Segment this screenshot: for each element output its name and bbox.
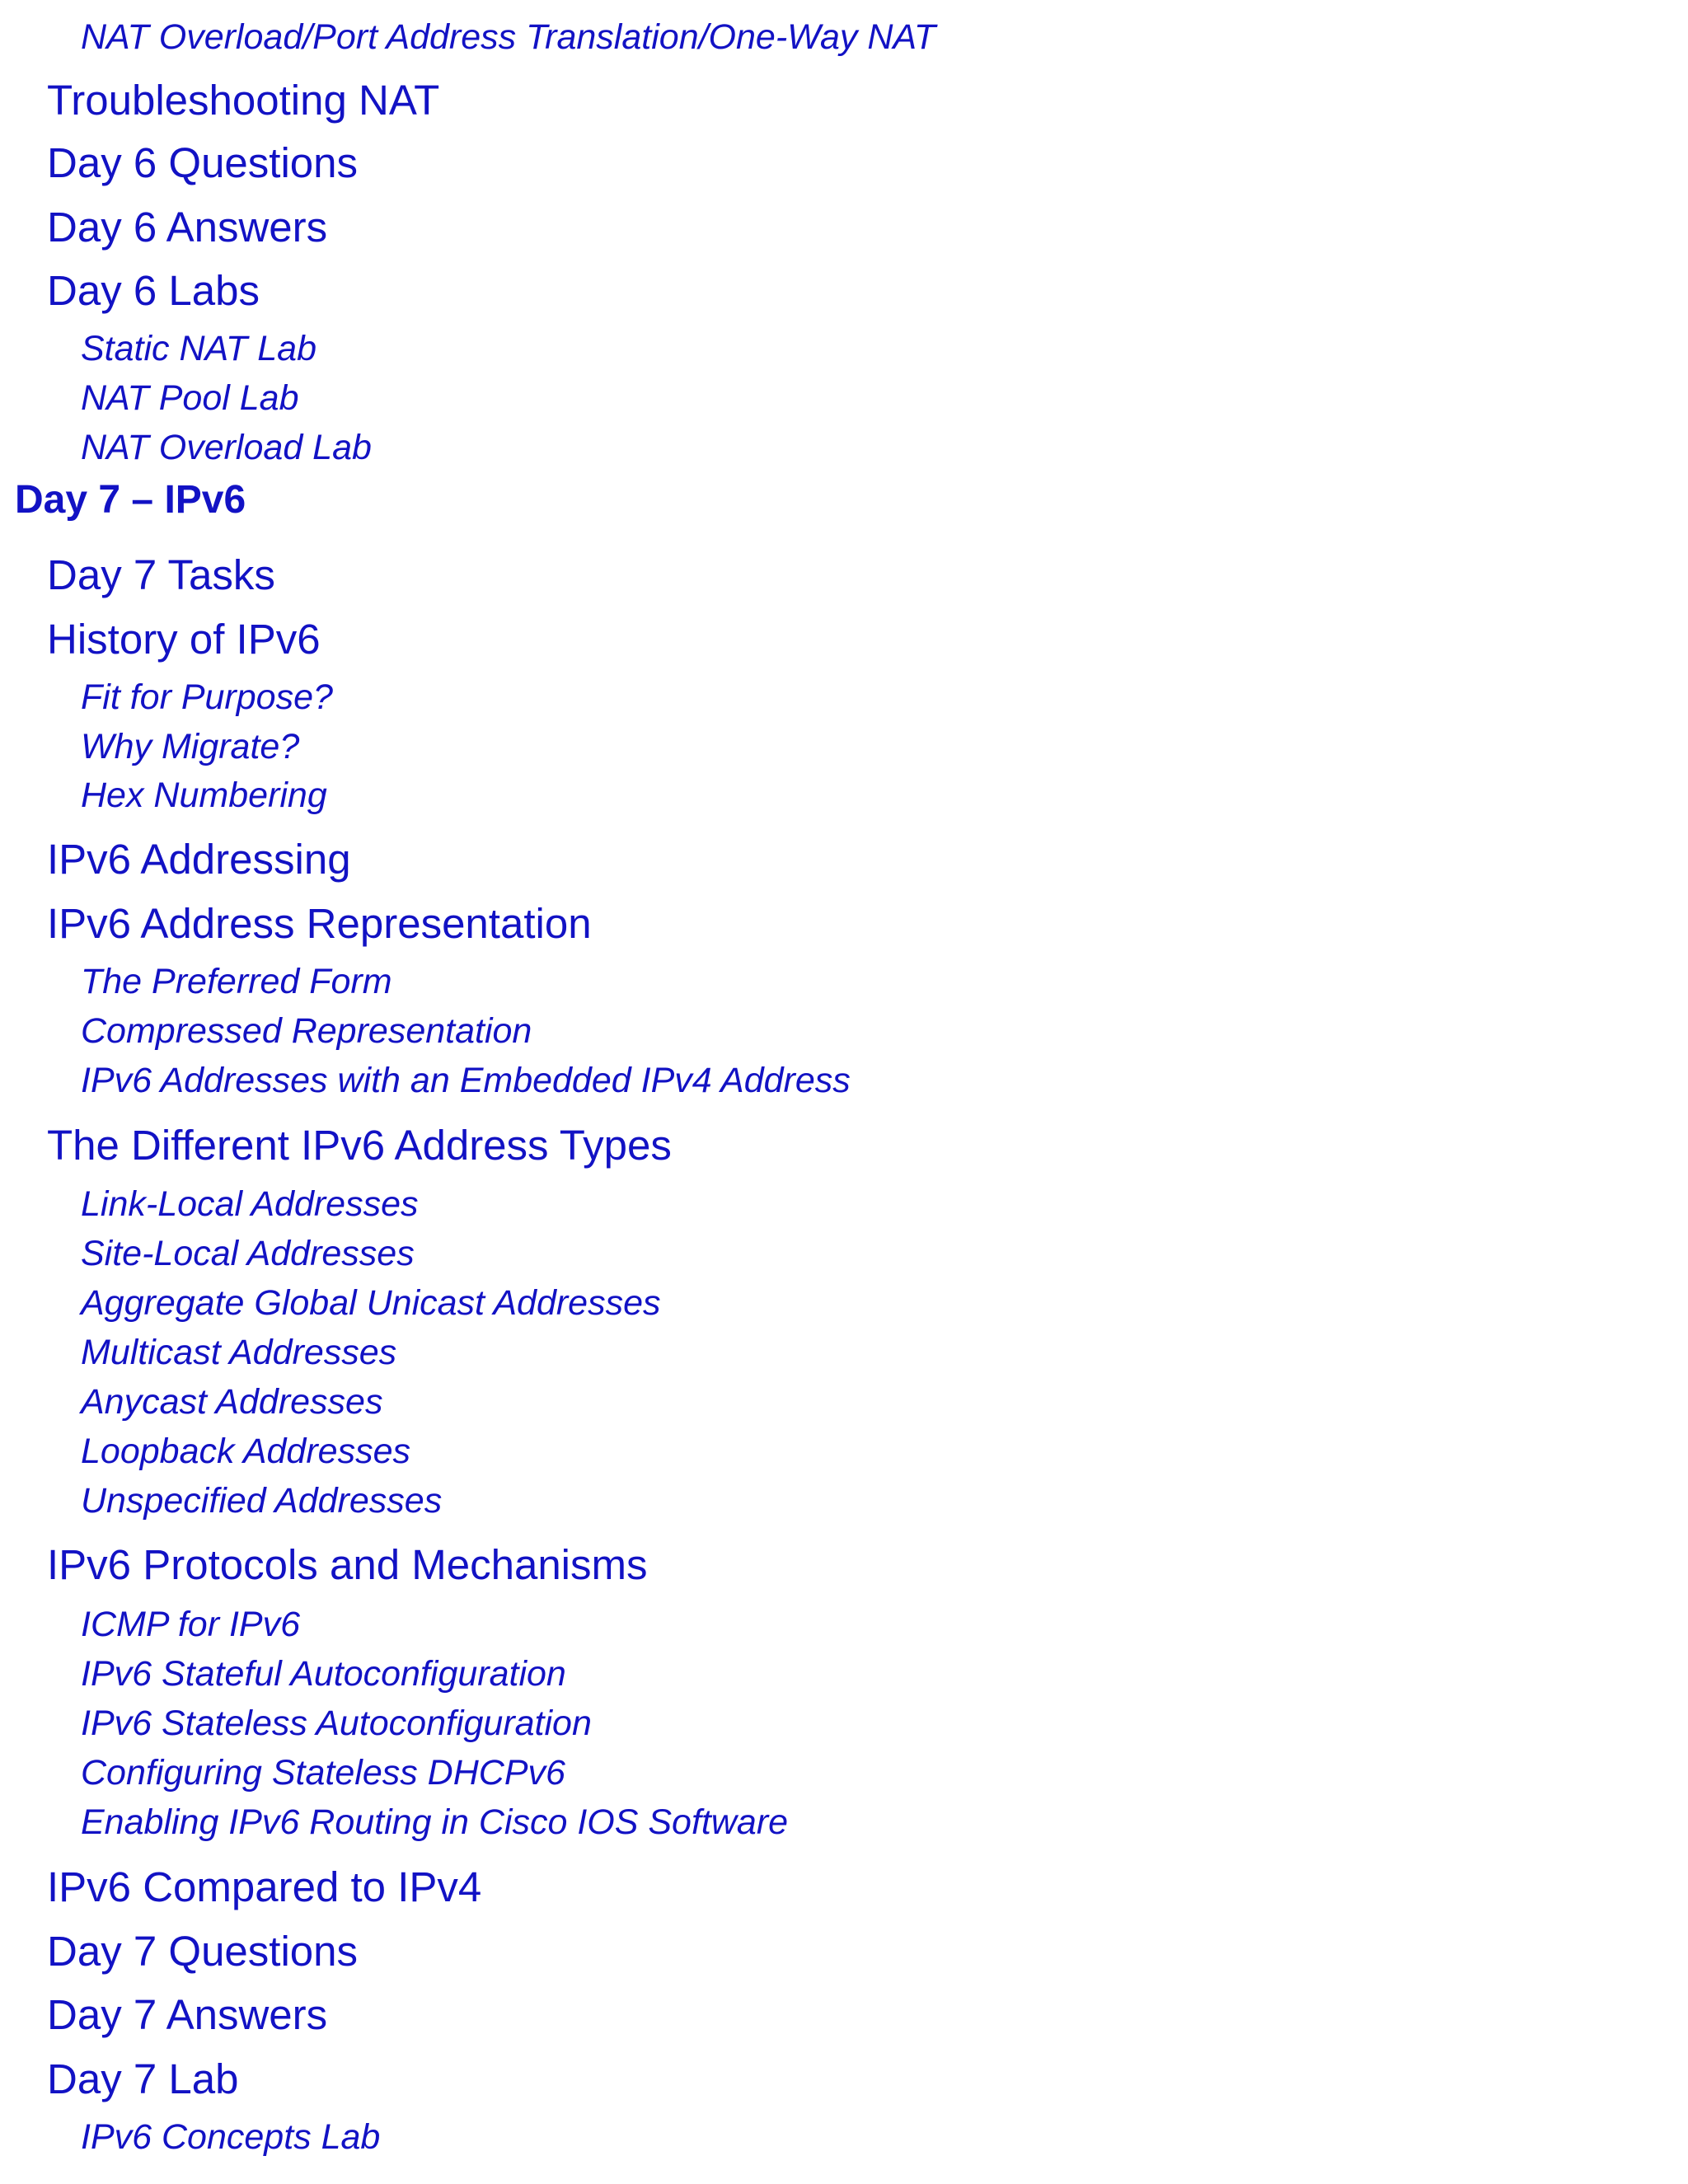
- toc-link-link-local-addresses[interactable]: Link-Local Addresses: [81, 1184, 419, 1224]
- toc-link-ipv6-compared-to-ipv4[interactable]: IPv6 Compared to IPv4: [47, 1863, 482, 1910]
- toc-link-nat-overload-port-address-translation-one-way-nat[interactable]: NAT Overload/Port Address Translation/One-Way NAT: [81, 17, 936, 57]
- toc-link-anycast-addresses[interactable]: Anycast Addresses: [81, 1382, 383, 1422]
- toc-link-icmp-for-ipv6[interactable]: ICMP for IPv6: [81, 1605, 301, 1644]
- toc-link-history-of-ipv6[interactable]: History of IPv6: [47, 616, 321, 663]
- toc-link-aggregate-global-unicast-addresses[interactable]: Aggregate Global Unicast Addresses: [81, 1283, 661, 1323]
- toc-link-day-7-lab[interactable]: Day 7 Lab: [47, 2055, 239, 2102]
- toc-link-the-different-ipv6-address-types[interactable]: The Different IPv6 Address Types: [47, 1122, 672, 1169]
- toc-link-troubleshooting-nat[interactable]: Troubleshooting NAT: [47, 77, 440, 124]
- toc-link-enabling-ipv6-routing-in-cisco-ios-software[interactable]: Enabling IPv6 Routing in Cisco IOS Software: [81, 1802, 789, 1842]
- toc-link-loopback-addresses[interactable]: Loopback Addresses: [81, 1432, 410, 1471]
- toc-link-ipv6-concepts-lab[interactable]: IPv6 Concepts Lab: [81, 2117, 381, 2157]
- toc-link-why-migrate[interactable]: Why Migrate?: [81, 727, 300, 766]
- toc-link-day-7-tasks[interactable]: Day 7 Tasks: [47, 551, 275, 598]
- toc-link-day-6-answers[interactable]: Day 6 Answers: [47, 204, 328, 251]
- toc-link-day-7-answers[interactable]: Day 7 Answers: [47, 1991, 328, 2038]
- toc-link-static-nat-lab[interactable]: Static NAT Lab: [81, 329, 316, 368]
- toc-link-ipv6-protocols-and-mechanisms[interactable]: IPv6 Protocols and Mechanisms: [47, 1541, 648, 1588]
- toc-link-compressed-representation[interactable]: Compressed Representation: [81, 1011, 532, 1051]
- toc-link-the-preferred-form[interactable]: The Preferred Form: [81, 962, 392, 1001]
- toc-link-site-local-addresses[interactable]: Site-Local Addresses: [81, 1234, 415, 1273]
- toc-link-unspecified-addresses[interactable]: Unspecified Addresses: [81, 1481, 443, 1521]
- toc-link-ipv6-addresses-with-an-embedded-ipv4-address[interactable]: IPv6 Addresses with an Embedded IPv4 Address: [81, 1061, 851, 1100]
- toc-link-ipv6-stateful-autoconfiguration[interactable]: IPv6 Stateful Autoconfiguration: [81, 1654, 566, 1694]
- toc-link-day-6-labs[interactable]: Day 6 Labs: [47, 267, 260, 314]
- toc-link-ipv6-address-representation[interactable]: IPv6 Address Representation: [47, 900, 592, 947]
- toc-link-day-7-ipv6[interactable]: Day 7 – IPv6: [15, 478, 246, 522]
- toc-link-nat-pool-lab[interactable]: NAT Pool Lab: [81, 378, 299, 418]
- toc-link-day-6-questions[interactable]: Day 6 Questions: [47, 139, 359, 186]
- toc-link-day-7-questions[interactable]: Day 7 Questions: [47, 1928, 359, 1975]
- toc-link-configuring-stateless-dhcpv6[interactable]: Configuring Stateless DHCPv6: [81, 1753, 565, 1793]
- toc-link-nat-overload-lab[interactable]: NAT Overload Lab: [81, 428, 372, 467]
- toc-link-fit-for-purpose[interactable]: Fit for Purpose?: [81, 677, 333, 717]
- toc-link-hex-numbering[interactable]: Hex Numbering: [81, 776, 327, 815]
- toc-link-multicast-addresses[interactable]: Multicast Addresses: [81, 1333, 397, 1372]
- toc-link-ipv6-addressing[interactable]: IPv6 Addressing: [47, 836, 351, 883]
- toc-link-ipv6-stateless-autoconfiguration[interactable]: IPv6 Stateless Autoconfiguration: [81, 1704, 592, 1743]
